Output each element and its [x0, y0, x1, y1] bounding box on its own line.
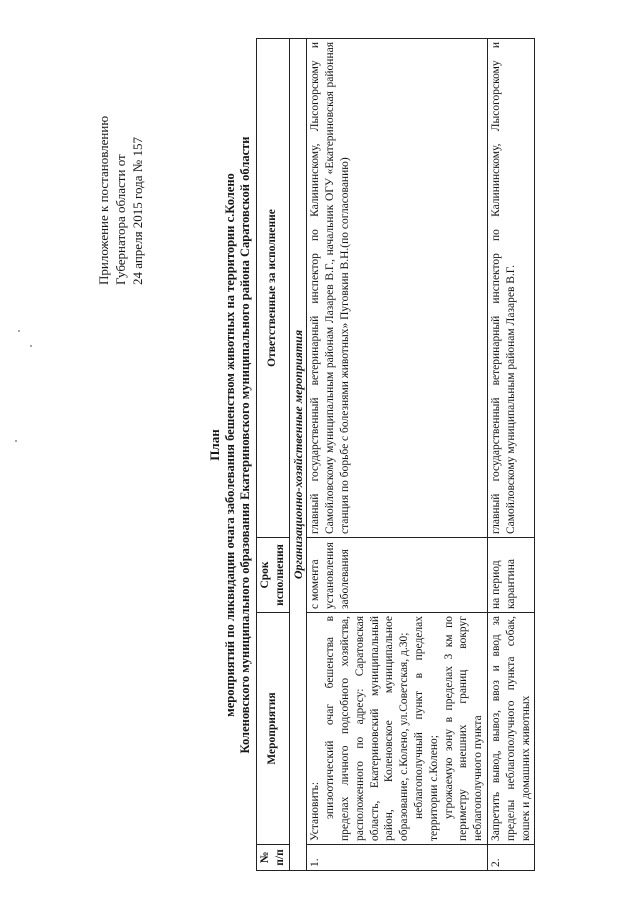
row-number: 1. — [307, 845, 488, 871]
approval-line-1: Приложение к постановлению — [96, 115, 111, 285]
document-heading — [207, 25, 253, 865]
approval-note — [95, 45, 146, 285]
header-term: Срок исполнения — [257, 538, 290, 613]
row-measure — [307, 613, 488, 845]
header-num: № п/п — [257, 845, 290, 871]
approval-line-2: Губернатора области от — [113, 154, 128, 285]
table-row — [487, 39, 534, 871]
approval-line-3: 24 апреля 2015 года № 157 — [130, 137, 145, 285]
measure-item-focus: эпизоотический очаг бешенства в пределах личного подсобного хозяйства, расположенного по адресу: Саратовская область, Екатериновский муниципальный район, Коленовское муниципальное образование, с.Колено, ул.Советская, д.30; — [324, 616, 411, 841]
section-row — [289, 39, 307, 871]
measure-item-unfavorable-point: неблагополучный пункт в пределах территории с.Колено; — [412, 616, 440, 841]
section-title: Организационно-хозяйственные мероприятия — [289, 39, 307, 871]
row-responsible: главный государственный ветеринарный инспектор по Калининскому, Лысогорскому и Самойловскому муниципальным районам Лазарев В.Г., начальник ОГУ «Екатериновская районная станция по борьбе с болезнями животных» Пуговкин В.Н.(по согласованию) — [307, 39, 488, 538]
scan-speck — [15, 440, 17, 442]
document-title: План — [207, 429, 222, 461]
measure-item-threatened-zone: угрожаемую зону в пределах 3 км по периметру внешних границ вокруг неблагополучного пункта — [442, 616, 485, 841]
measures-table — [256, 38, 535, 871]
row-responsible: главный государственный ветеринарный инспектор по Калининскому, Лысогорскому и Самойловскому муниципальным районам Лазарев В.Г. — [487, 39, 534, 538]
scan-speck — [30, 345, 32, 347]
scan-speck — [18, 330, 20, 332]
row-term: на период карантина — [487, 538, 534, 613]
row-number: 2. — [487, 845, 534, 871]
table-header-row — [257, 39, 290, 871]
document-subtitle-line-2: Коленовского муниципального образования Екатериновского муниципального района Саратовской области — [238, 136, 252, 754]
row-term: с момента установления заболевания — [307, 538, 488, 613]
row-measure: Запретить вывод, вывоз, ввоз и ввод за пределы неблагополучного пункта собак, кошек и домашних животных — [487, 613, 534, 845]
header-measures: Мероприятия — [257, 613, 290, 845]
header-responsible: Ответственные за исполнение — [257, 39, 290, 538]
measure-lead: Установить: — [309, 781, 322, 841]
table-row — [307, 39, 488, 871]
document-subtitle-line-1: мероприятий по ликвидации очага заболевания бешенством животных на территории с.Колено — [223, 173, 237, 717]
